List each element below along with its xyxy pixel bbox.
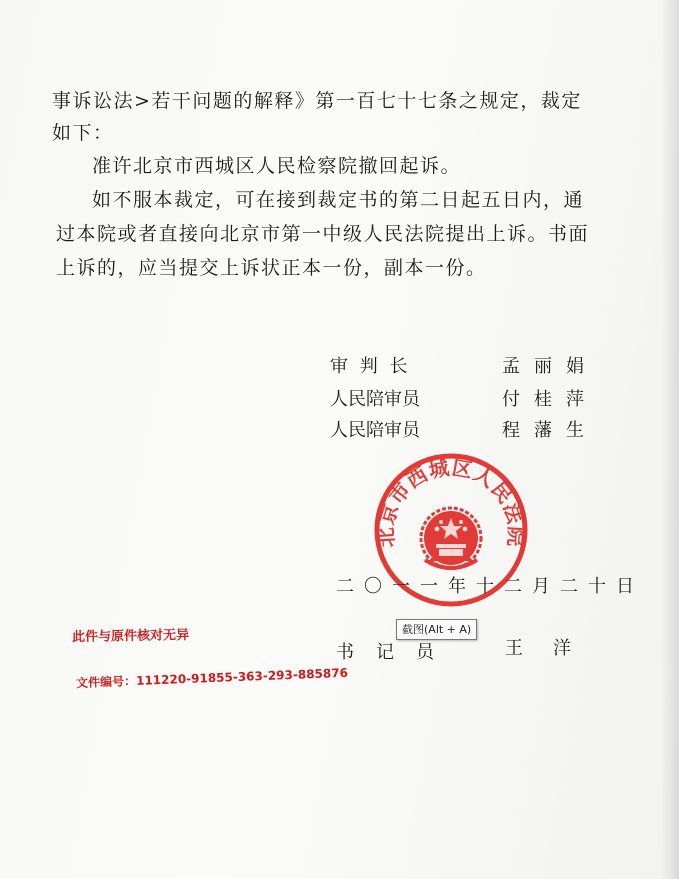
body-line-5: 过本院或者直接向北京市第一中级人民法院提出上诉。书面: [56, 223, 590, 245]
clerk-name: 王洋: [505, 638, 601, 659]
clerk-role: 书记员: [336, 642, 456, 663]
signature-name: 付桂萍: [502, 389, 598, 410]
body-line-3: 准许北京市西城区人民检察院撤回起诉。: [92, 155, 462, 177]
signature-row-juror-1: [330, 385, 598, 410]
signature-role: 审 判 长: [330, 356, 411, 377]
body-line-4: 如不服本裁定，可在接到裁定书的第二日起五日内，通: [92, 189, 585, 211]
signature-role: 人民陪审员: [330, 389, 420, 410]
screenshot-tooltip: 截图(Alt + A): [396, 619, 477, 640]
seal-text: 北京市西城区人民法院: [373, 455, 529, 549]
judgment-date: 二〇一一年十二月二十日: [336, 576, 644, 597]
signature-name: 孟丽娟: [502, 356, 598, 377]
file-number: 文件编号：111220-91855-363-293-885876: [75, 665, 349, 691]
body-line-6: 上诉的，应当提交上诉状正本一份，副本一份。: [56, 257, 487, 279]
page-edge-shadow: [661, 0, 679, 879]
verification-note: 此件与原件核对无异: [71, 627, 190, 646]
signature-role: 人民陪审员: [330, 420, 420, 441]
signature-row-juror-2: [330, 416, 598, 441]
signature-row-presiding-judge: [330, 352, 598, 377]
signature-name: 程藩生: [502, 420, 598, 441]
body-line-1: 事诉讼法>若干问题的解释》第一百七十七条之规定，裁定: [52, 90, 582, 112]
body-line-2: 如下：: [52, 122, 114, 144]
